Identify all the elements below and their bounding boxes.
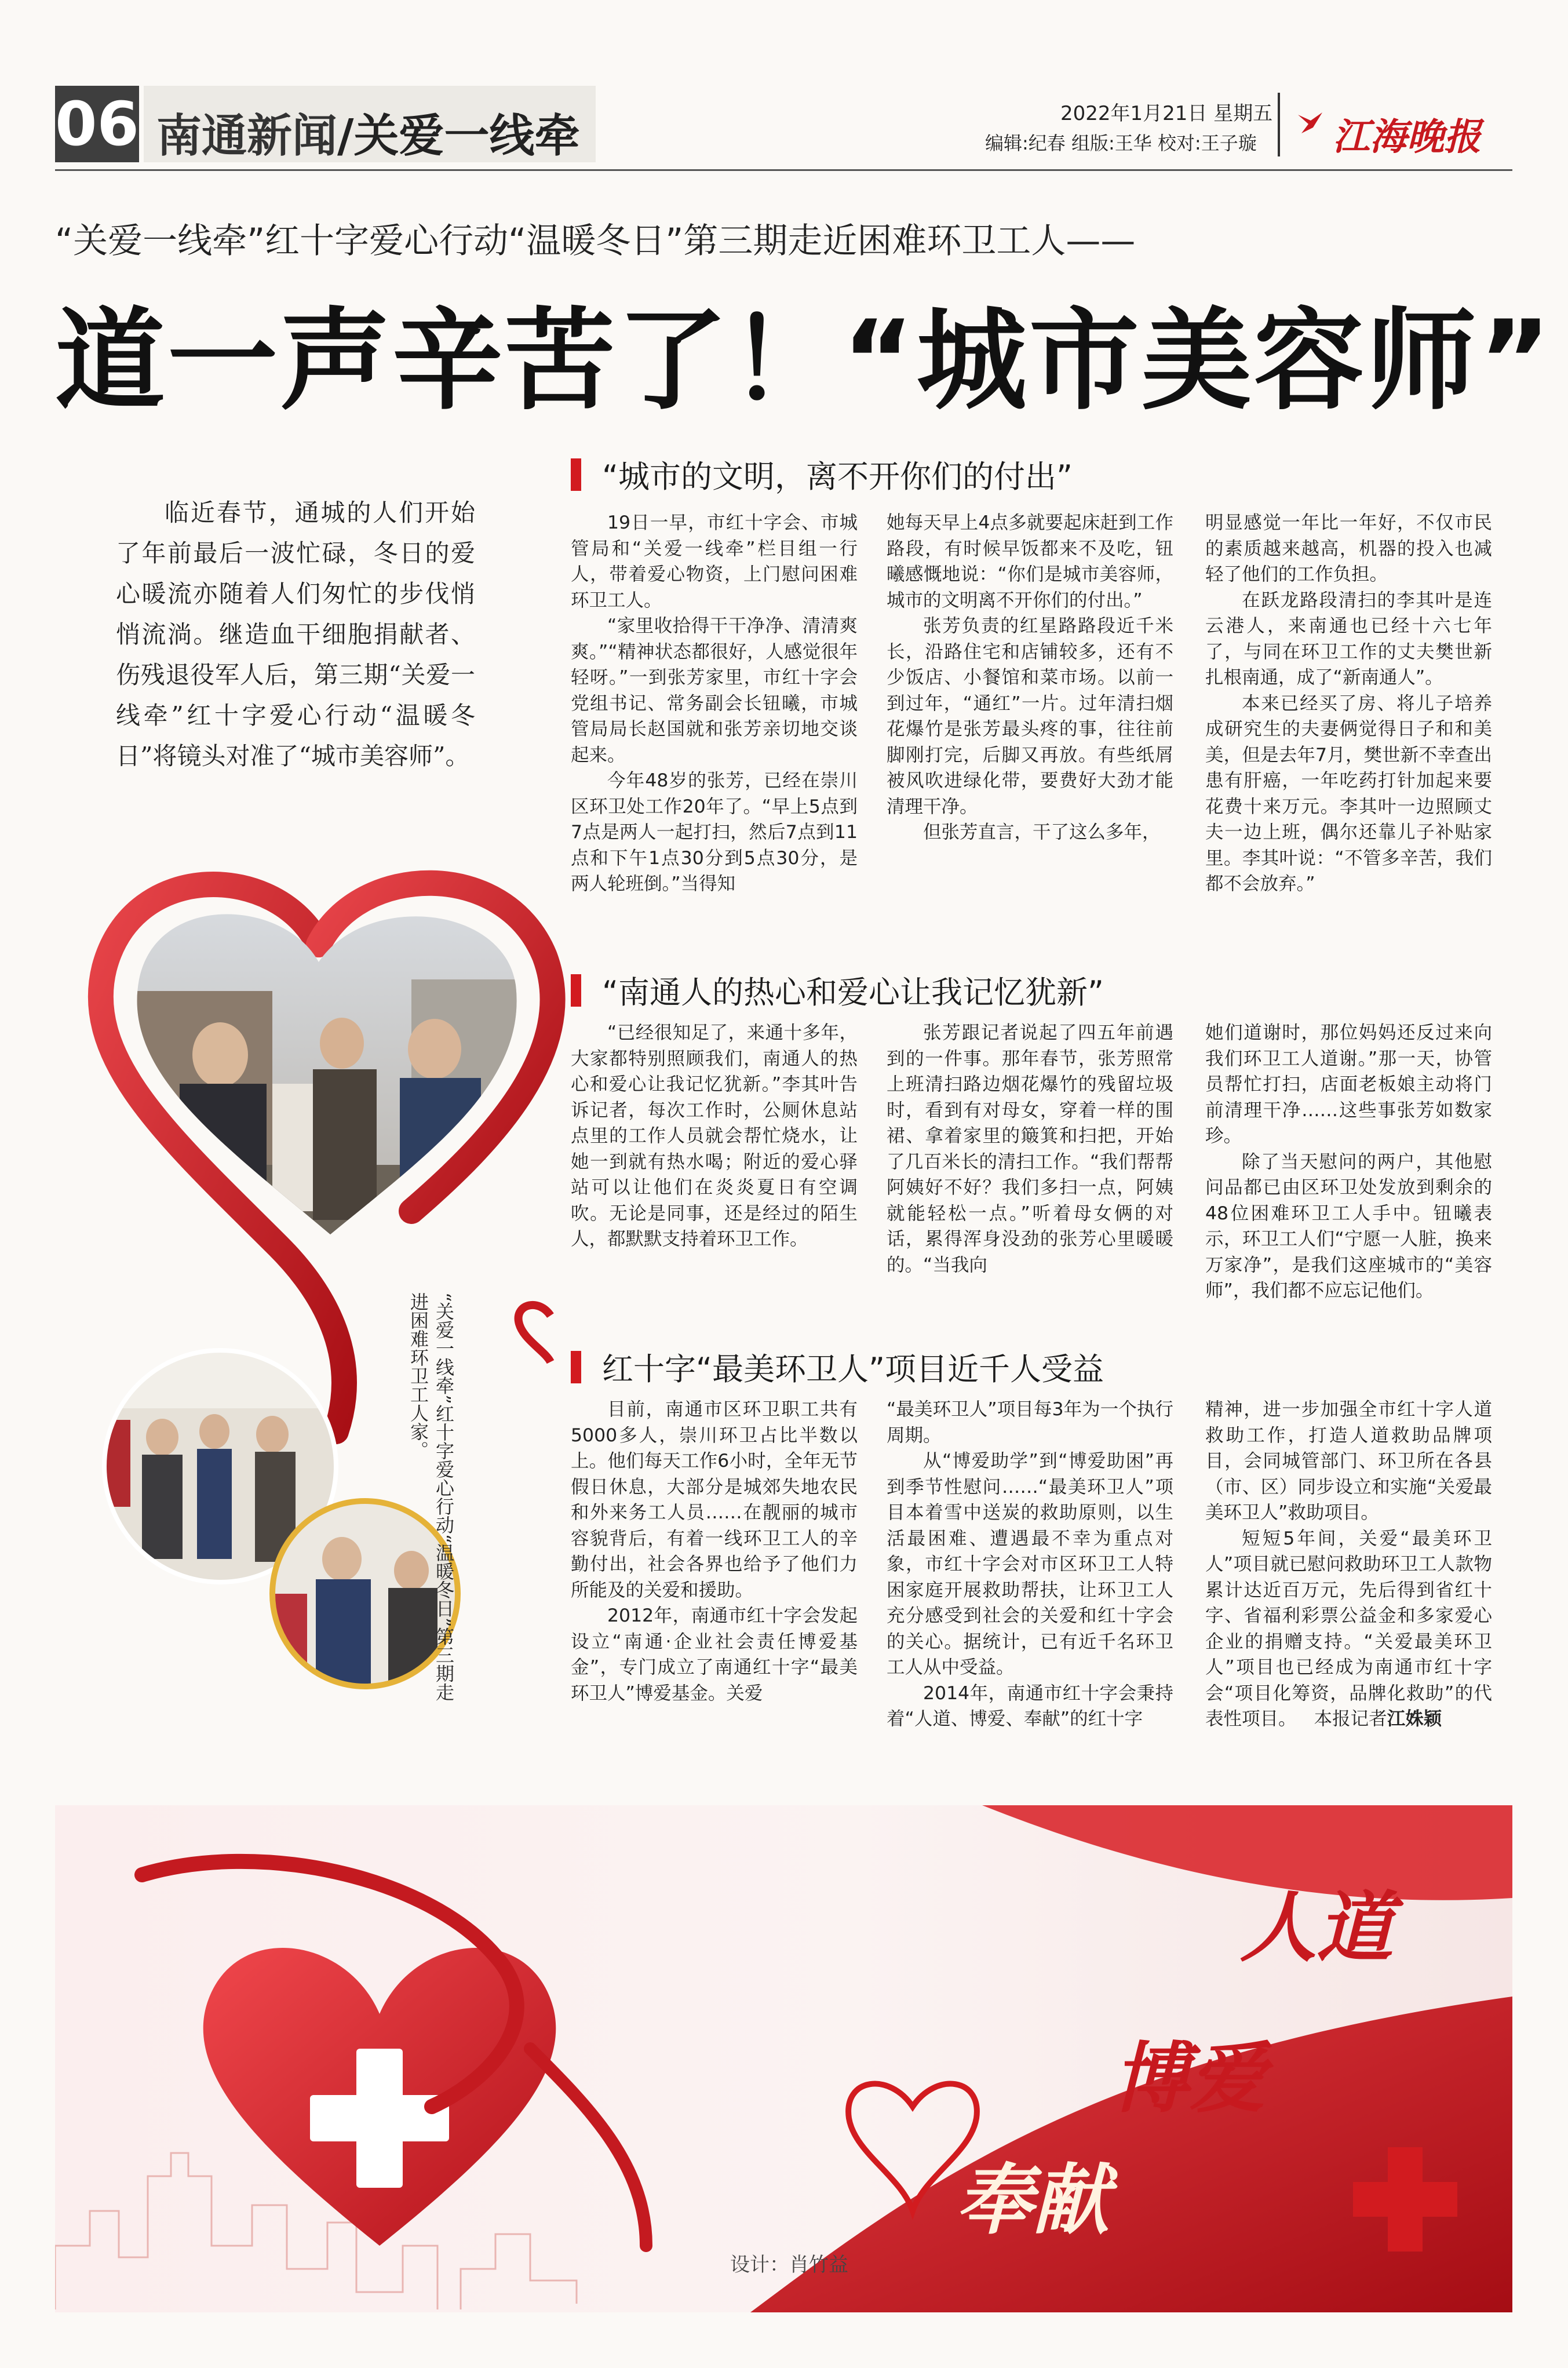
subhead-marker [571, 458, 581, 491]
paragraph: 从“博爱助学”到“博爱助困”再到季节性慰问……“最美环卫人”项目本着雪中送炭的救助原则，以生活最困难、遭遇最不幸为重点对象，市红十字会对市区环卫工人特困家庭开展救助帮扶，让环卫工人充分感受到社会的关爱和红十字会的关心。据统计，已有近千名环卫工人从中受益。 [887, 1451, 1173, 1678]
subsection-name: /关爱一线牵 [337, 110, 580, 162]
header-rule [55, 169, 1512, 171]
paragraph: 但张芳直言，干了这么多年， [923, 822, 1161, 843]
paragraph: 目前，南通市区环卫职工共有5000多人，崇川环卫占比半数以上。他们每天工作6小时，全年无节假日休息，大部分是城郊失地农民和外来务工人员……在靓丽的城市容貌背后，有着一线环卫工人的辛勤付出，社会各界也给予了他们力所能及的关爱和援助。 [571, 1399, 858, 1601]
masthead-divider [1278, 93, 1280, 156]
paragraph: 她们道谢时，那位妈妈还反过来向我们环卫工人道谢。”那一天，协管员帮忙打扫，店面老板娘主动将门前清理干净……这些事张芳如数家珍。 [1205, 1022, 1492, 1146]
section-name: 南通新闻 [156, 110, 338, 162]
newspaper-name: 江海晚报 [1333, 116, 1481, 159]
paragraph: 2012年，南通市红十字会发起设立“南通·企业社会责任博爱基金”，专门成立了南通红十字“最美环卫人”博爱基金。关爱 [571, 1605, 858, 1704]
section3-column-2 [887, 1397, 1173, 1732]
subhead-marker [571, 974, 581, 1007]
paragraph: 张芳负责的红星路路段近千米长，沿路住宅和店铺较多，还有不少饭店、小餐馆和菜市场。以前一到过年，“通红”一片。过年清扫烟花爆竹是张芳最头疼的事，往往前脚刚打完，后脚又再放。有些纸屑被风吹进绿化带，要费好大劲才能清理干净。 [887, 615, 1173, 817]
slogan-humanity: 人道 [1240, 1883, 1393, 1973]
paragraph: “家里收拾得干干净净、清清爽爽。”“精神状态都很好，人感觉很年轻呀。”一到张芳家里，市红十字会党组书记、常务副会长钮曦，市城管局局长赵国就和张芳亲切地交谈起来。 [571, 615, 858, 766]
paragraph [1205, 1526, 1492, 1732]
article-lead: 临近春节，通城的人们开始了年前最后一波忙碌，冬日的爱心暖流亦随着人们匆忙的步伐悄悄流淌。继造血干细胞捐献者、伤残退役军人后，第三期“关爱一线牵”红十字爱心行动“温暖冬日”将镜头对准了“城市美容师”。 [116, 498, 475, 770]
editor-credits: 编辑:纪春 组版:王华 校对:王子璇 [985, 132, 1257, 154]
subhead-1-text: “城市的文明，离不开你们的付出” [602, 458, 1073, 495]
paragraph: 她每天早上4点多就要起床赶到工作路段，有时候早饭都来不及吃，钮曦感慨地说：“你们是城市美容师，城市的文明离不开你们的付出。” [887, 512, 1173, 611]
paragraph: 在跃龙路段清扫的李其叶是连云港人，来南通也已经十六七年了，与同在环卫工作的丈夫樊世新扎根南通，成了“新南通人”。 [1205, 589, 1492, 688]
section2-column-3 [1205, 1020, 1492, 1304]
paragraph: “已经很知足了，来通十多年，大家都特别照顾我们，南通人的热心和爱心让我记忆犹新。”李其叶告诉记者，每次工作时，公厕休息站点里的工作人员就会帮忙烧水，让她一到就有热水喝；附近的爱心驿站可以让他们在炎炎夏日有空调吹。无论是同事，还是经过的陌生人，都默默支持着环卫工作。 [571, 1022, 858, 1249]
section3-column-3 [1205, 1397, 1492, 1732]
section1-column-1 [571, 510, 858, 897]
paragraph-text: 短短5年间，关爱“最美环卫人”项目就已慰问救助环卫工人款物累计达近百万元，先后得到省红十字、省福利彩票公益金和多家爱心企业的捐赠支持。“关爱最美环卫人”项目也已经成为南通市红十字会“项目化筹资，品牌化救助”的代表性项目。 [1205, 1528, 1492, 1729]
slogan-dedication: 奉献 [956, 2155, 1109, 2245]
headline-kicker: “关爱一线牵”红十字爱心行动“温暖冬日”第三期走近困难环卫工人—— [55, 221, 1136, 261]
newspaper-logo-icon [1296, 110, 1325, 137]
subhead-1 [571, 452, 1073, 497]
paragraph: 本来已经买了房、将儿子培养成研究生的夫妻俩觉得日子和和美美，但是去年7月，樊世新不幸查出患有肝癌，一年吃药打针加起来要花费十来万元。李其叶一边照顾丈夫一边上班，偶尔还靠儿子补贴家里。李其叶说：“不管多辛苦，我们都不会放弃。” [1205, 693, 1492, 894]
paragraph: “最美环卫人”项目每3年为一个执行周期。 [887, 1399, 1173, 1446]
main-headline: 道一声辛苦了！“城市美容师” [55, 297, 1554, 425]
paragraph: 2014年，南通市红十字会秉持着“人道、博爱、奉献”的红十字 [887, 1682, 1173, 1729]
section1-column-2 [887, 510, 1173, 846]
paragraph: 除了当天慰问的两户，其他慰问品都已由区环卫处发放到剩余的48位困难环卫工人手中。钮曦表示，环卫工人们“宁愿一人脏，换来万家净”，是我们这座城市的“美容师”，我们都不应忘记他们。 [1205, 1151, 1492, 1301]
byline-prefix: 本报记者 [1314, 1708, 1387, 1729]
section3-column-1 [571, 1397, 858, 1706]
subhead-3 [571, 1345, 1104, 1389]
photo-caption: “关爱一线牵”红十字爱心行动“温暖冬日”第三期走进困难环卫工人家。 [407, 1292, 455, 1702]
paragraph: 19日一早，市红十字会、市城管局和“关爱一线牵”栏目组一行人，带着爱心物资，上门慰问困难环卫工人。 [571, 512, 858, 611]
paragraph: 明显感觉一年比一年好，不仅市民的素质越来越高，机器的投入也减轻了他们的工作负担。 [1205, 512, 1492, 585]
byline-name: 江姝颖 [1387, 1708, 1442, 1729]
heart-photo-collage [87, 840, 597, 1744]
section2-column-1 [571, 1020, 858, 1252]
paragraph: 今年48岁的张芳，已经在崇川区环卫处工作20年了。“早上5点到7点是两人一起打扫，然后7点到11点和下午1点30分到5点30分，是两人轮班倒。”当得知 [571, 770, 858, 894]
section1-column-3 [1205, 510, 1492, 897]
page-number: 06 [55, 86, 139, 162]
issue-date: 2022年1月21日 星期五 [1060, 102, 1273, 125]
paragraph: 张芳跟记者说起了四五年前遇到的一件事。那年春节，张芳照常上班清扫路边烟花爆竹的残留垃圾时，看到有对母女，穿着一样的围裙、拿着家里的簸箕和扫把，开始了几百米长的清扫工作。“我们帮帮阿姨好不好？我们多扫一点，阿姨就能轻松一点。”听着母女俩的对话，累得浑身没劲的张芳心里暖暖的。“当我向 [887, 1022, 1173, 1276]
slogan-fraternity: 博爱 [1113, 2034, 1266, 2123]
section-title [156, 100, 580, 165]
subhead-2-text: “南通人的热心和爱心让我记忆犹新” [602, 974, 1104, 1011]
paragraph: 精神，进一步加强全市红十字人道救助工作，打造人道救助品牌项目，会同城管部门、环卫所在各县（市、区）同步设立和实施“关爱最美环卫人”救助项目。 [1205, 1399, 1492, 1523]
designer-credit: 设计：肖竹益 [730, 2253, 848, 2276]
subhead-3-text: 红十字“最美环卫人”项目近千人受益 [602, 1351, 1104, 1387]
subhead-2 [571, 968, 1104, 1012]
subhead-marker [571, 1351, 581, 1383]
section2-column-2 [887, 1020, 1173, 1278]
